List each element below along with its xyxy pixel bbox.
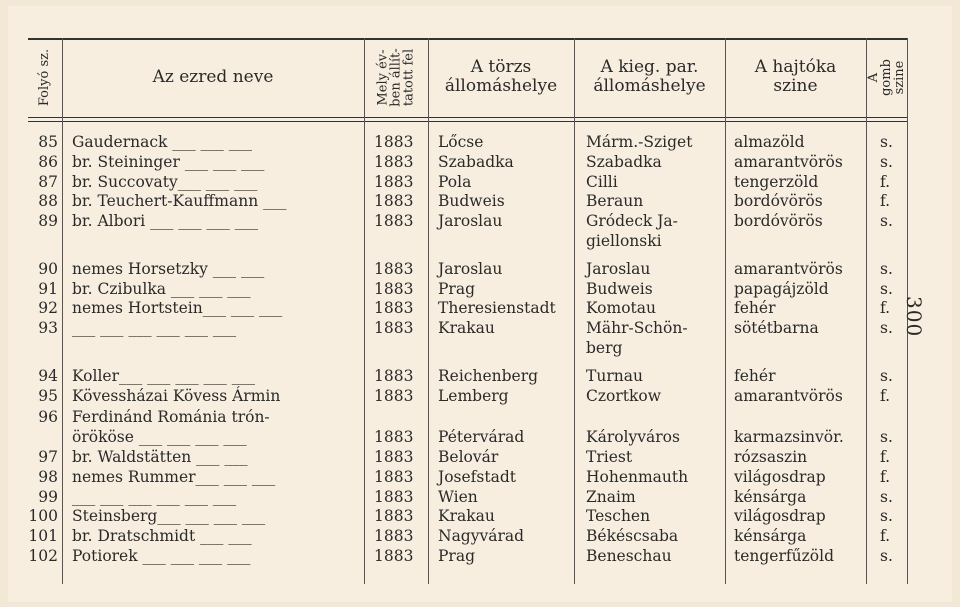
supply-station: Triest [586,448,633,466]
founding-year: 1883 [374,507,414,526]
hq-station: Josefstadt [438,467,516,486]
row-number: 92 [38,299,58,318]
hq-station: Krakau [438,319,495,338]
header-collar: A hajtóka szine [754,57,837,96]
row-number: 91 [38,279,58,298]
hq-station: Krakau [438,507,495,526]
hq-station: Nagyvárad [438,527,525,546]
supply-station: Budweis [586,279,653,298]
regiment-name: Potiorek ___ ___ ___ ___ [72,547,251,565]
button-color: s. [880,366,893,385]
row-number: 85 [38,133,58,151]
collar-color: amarantvörös [734,152,843,171]
founding-year: 1883 [374,172,414,191]
row-number: 101 [28,527,58,546]
regiment-name: br. Waldstätten ___ ___ [72,448,248,466]
button-color: s. [880,319,893,338]
hq-station: Belovár [438,448,499,466]
hq-station: Lemberg [438,386,509,405]
regiment-name: br. Teuchert-Kauffmann ___ [72,192,287,211]
regiment-name: ___ ___ ___ ___ ___ ___ [72,319,237,338]
supply-station: Békéscsaba [586,527,679,546]
founding-year: 1883 [374,467,414,486]
supply-station: Komotau [586,299,656,318]
founding-year: 1883 [374,448,414,466]
button-color: f. [880,467,891,486]
hq-station: Wien [438,487,478,506]
collar-color: tengerfűzöld [734,547,834,565]
collar-color: világosdrap [734,507,826,526]
header-supp: A kieg. par. állomáshelye [593,57,706,96]
button-color: s. [880,212,893,231]
button-color: f. [880,386,891,405]
founding-year: 1883 [374,212,414,231]
header-button: A gomb szine [866,58,907,96]
page-number: 300 [902,296,926,338]
button-color: s. [880,259,893,278]
supply-station: Mähr-Schön- [586,319,688,338]
regiment-name: ___ ___ ___ ___ ___ ___ [72,487,237,506]
supply-station: Károlyváros [586,428,680,447]
col-divider [725,38,726,584]
col-divider [364,38,365,584]
founding-year: 1883 [374,279,414,298]
button-color: f. [880,448,891,466]
regiment-name: örököse ___ ___ ___ ___ [72,428,247,447]
button-color: f. [880,299,891,318]
regiment-name: Koller___ ___ ___ ___ ___ [72,366,255,385]
supply-station: Cilli [586,172,618,191]
collar-color: kénsárga [734,527,807,546]
founding-year: 1883 [374,152,414,171]
collar-color: világosdrap [734,467,826,486]
button-color: f. [880,192,891,211]
collar-color: almazöld [734,133,805,151]
supply-station: Znaim [586,487,636,506]
supply-station: Beraun [586,192,644,211]
hq-station: Jaroslau [438,212,503,231]
supply-station: berg [586,339,623,357]
row-number: 100 [28,507,58,526]
collar-color: amarantvörös [734,386,843,405]
collar-color: karmazsinvör. [734,428,844,447]
col-divider [428,38,429,584]
row-number: 94 [38,366,58,385]
founding-year: 1883 [374,487,414,506]
hq-station: Lőcse [438,133,484,151]
row-number: 102 [28,547,58,565]
collar-color: bordóvörös [734,192,823,211]
supply-station: Beneschau [586,547,672,565]
regiment-name: br. Steininger ___ ___ ___ [72,152,265,171]
col-divider [62,38,63,584]
hq-station: Pétervárad [438,428,525,447]
supply-station: Teschen [586,507,651,526]
regiment-name: br. Czibulka ___ ___ ___ [72,279,251,298]
button-color: s. [880,428,893,447]
button-color: s. [880,507,893,526]
founding-year: 1883 [374,547,414,565]
regiment-name: nemes Horsetzky ___ ___ [72,259,265,278]
supply-station: giellonski [586,232,662,250]
row-number: 89 [38,212,58,231]
regiment-name: br. Albori ___ ___ ___ ___ [72,212,258,231]
hq-station: Jaroslau [438,259,503,278]
button-color: f. [880,527,891,546]
row-number: 88 [38,192,58,211]
book-page [8,6,952,602]
supply-station: Hohenmauth [586,467,689,486]
regiment-name: nemes Hortstein___ ___ ___ [72,299,283,318]
header-seq: Folyó sz. [37,48,53,106]
hq-station: Prag [438,547,476,565]
regiment-name: br. Dratschmidt ___ ___ [72,527,252,546]
supply-station: Jaroslau [586,259,651,278]
row-number: 95 [38,386,58,405]
col-divider [574,38,575,584]
row-number: 87 [38,172,58,191]
founding-year: 1883 [374,133,414,151]
collar-color: tengerzöld [734,172,819,191]
founding-year: 1883 [374,527,414,546]
row-number: 93 [38,319,58,338]
button-color: s. [880,133,893,151]
button-color: f. [880,172,891,191]
founding-year: 1883 [374,299,414,318]
regiment-name: Ferdinánd Románia trón- [72,408,270,427]
collar-color: sötétbarna [734,319,819,338]
top-rule [28,38,908,40]
regiment-name: Kövessházai Kövess Ármin [72,386,281,405]
supply-station: Gródeck Ja- [586,212,678,231]
hq-station: Prag [438,279,476,298]
hq-station: Pola [438,172,472,191]
button-color: s. [880,279,893,298]
row-number: 90 [38,259,58,278]
button-color: s. [880,547,893,565]
collar-color: bordóvörös [734,212,823,231]
row-number: 86 [38,152,58,171]
header-rule-2 [28,121,908,122]
row-number: 97 [38,448,58,466]
hq-station: Szabadka [438,152,514,171]
regiment-name: Gaudernack ___ ___ ___ [72,133,252,151]
collar-color: rózsaszin [734,448,808,466]
regiment-table [28,38,908,584]
supply-station: Márm.-Sziget [586,133,693,151]
collar-color: kénsárga [734,487,807,506]
collar-color: papagájzöld [734,279,829,298]
button-color: s. [880,487,893,506]
collar-color: amarantvörös [734,259,843,278]
hq-station: Reichenberg [438,366,539,385]
collar-color: fehér [734,366,776,385]
button-color: s. [880,152,893,171]
founding-year: 1883 [374,319,414,338]
supply-station: Czortkow [586,386,661,405]
founding-year: 1883 [374,366,414,385]
founding-year: 1883 [374,386,414,405]
regiment-name: nemes Rummer___ ___ ___ [72,467,276,486]
supply-station: Szabadka [586,152,662,171]
row-number: 96 [38,408,58,427]
row-number: 98 [38,467,58,486]
collar-color: fehér [734,299,776,318]
founding-year: 1883 [374,192,414,211]
header-year: Mely év-ben állít-tatott fel [375,47,417,107]
header-rule-1 [28,117,908,118]
header-name: Az ezred neve [152,66,274,87]
founding-year: 1883 [374,428,414,447]
regiment-name: Steinsberg___ ___ ___ ___ [72,507,266,526]
col-divider [866,38,867,584]
hq-station: Theresienstadt [438,299,556,318]
supply-station: Turnau [586,366,643,385]
row-number: 99 [38,487,58,506]
regiment-name: br. Succovaty___ ___ ___ [72,172,258,191]
hq-station: Budweis [438,192,505,211]
founding-year: 1883 [374,259,414,278]
header-hq: A törzs állomáshelye [444,57,558,96]
